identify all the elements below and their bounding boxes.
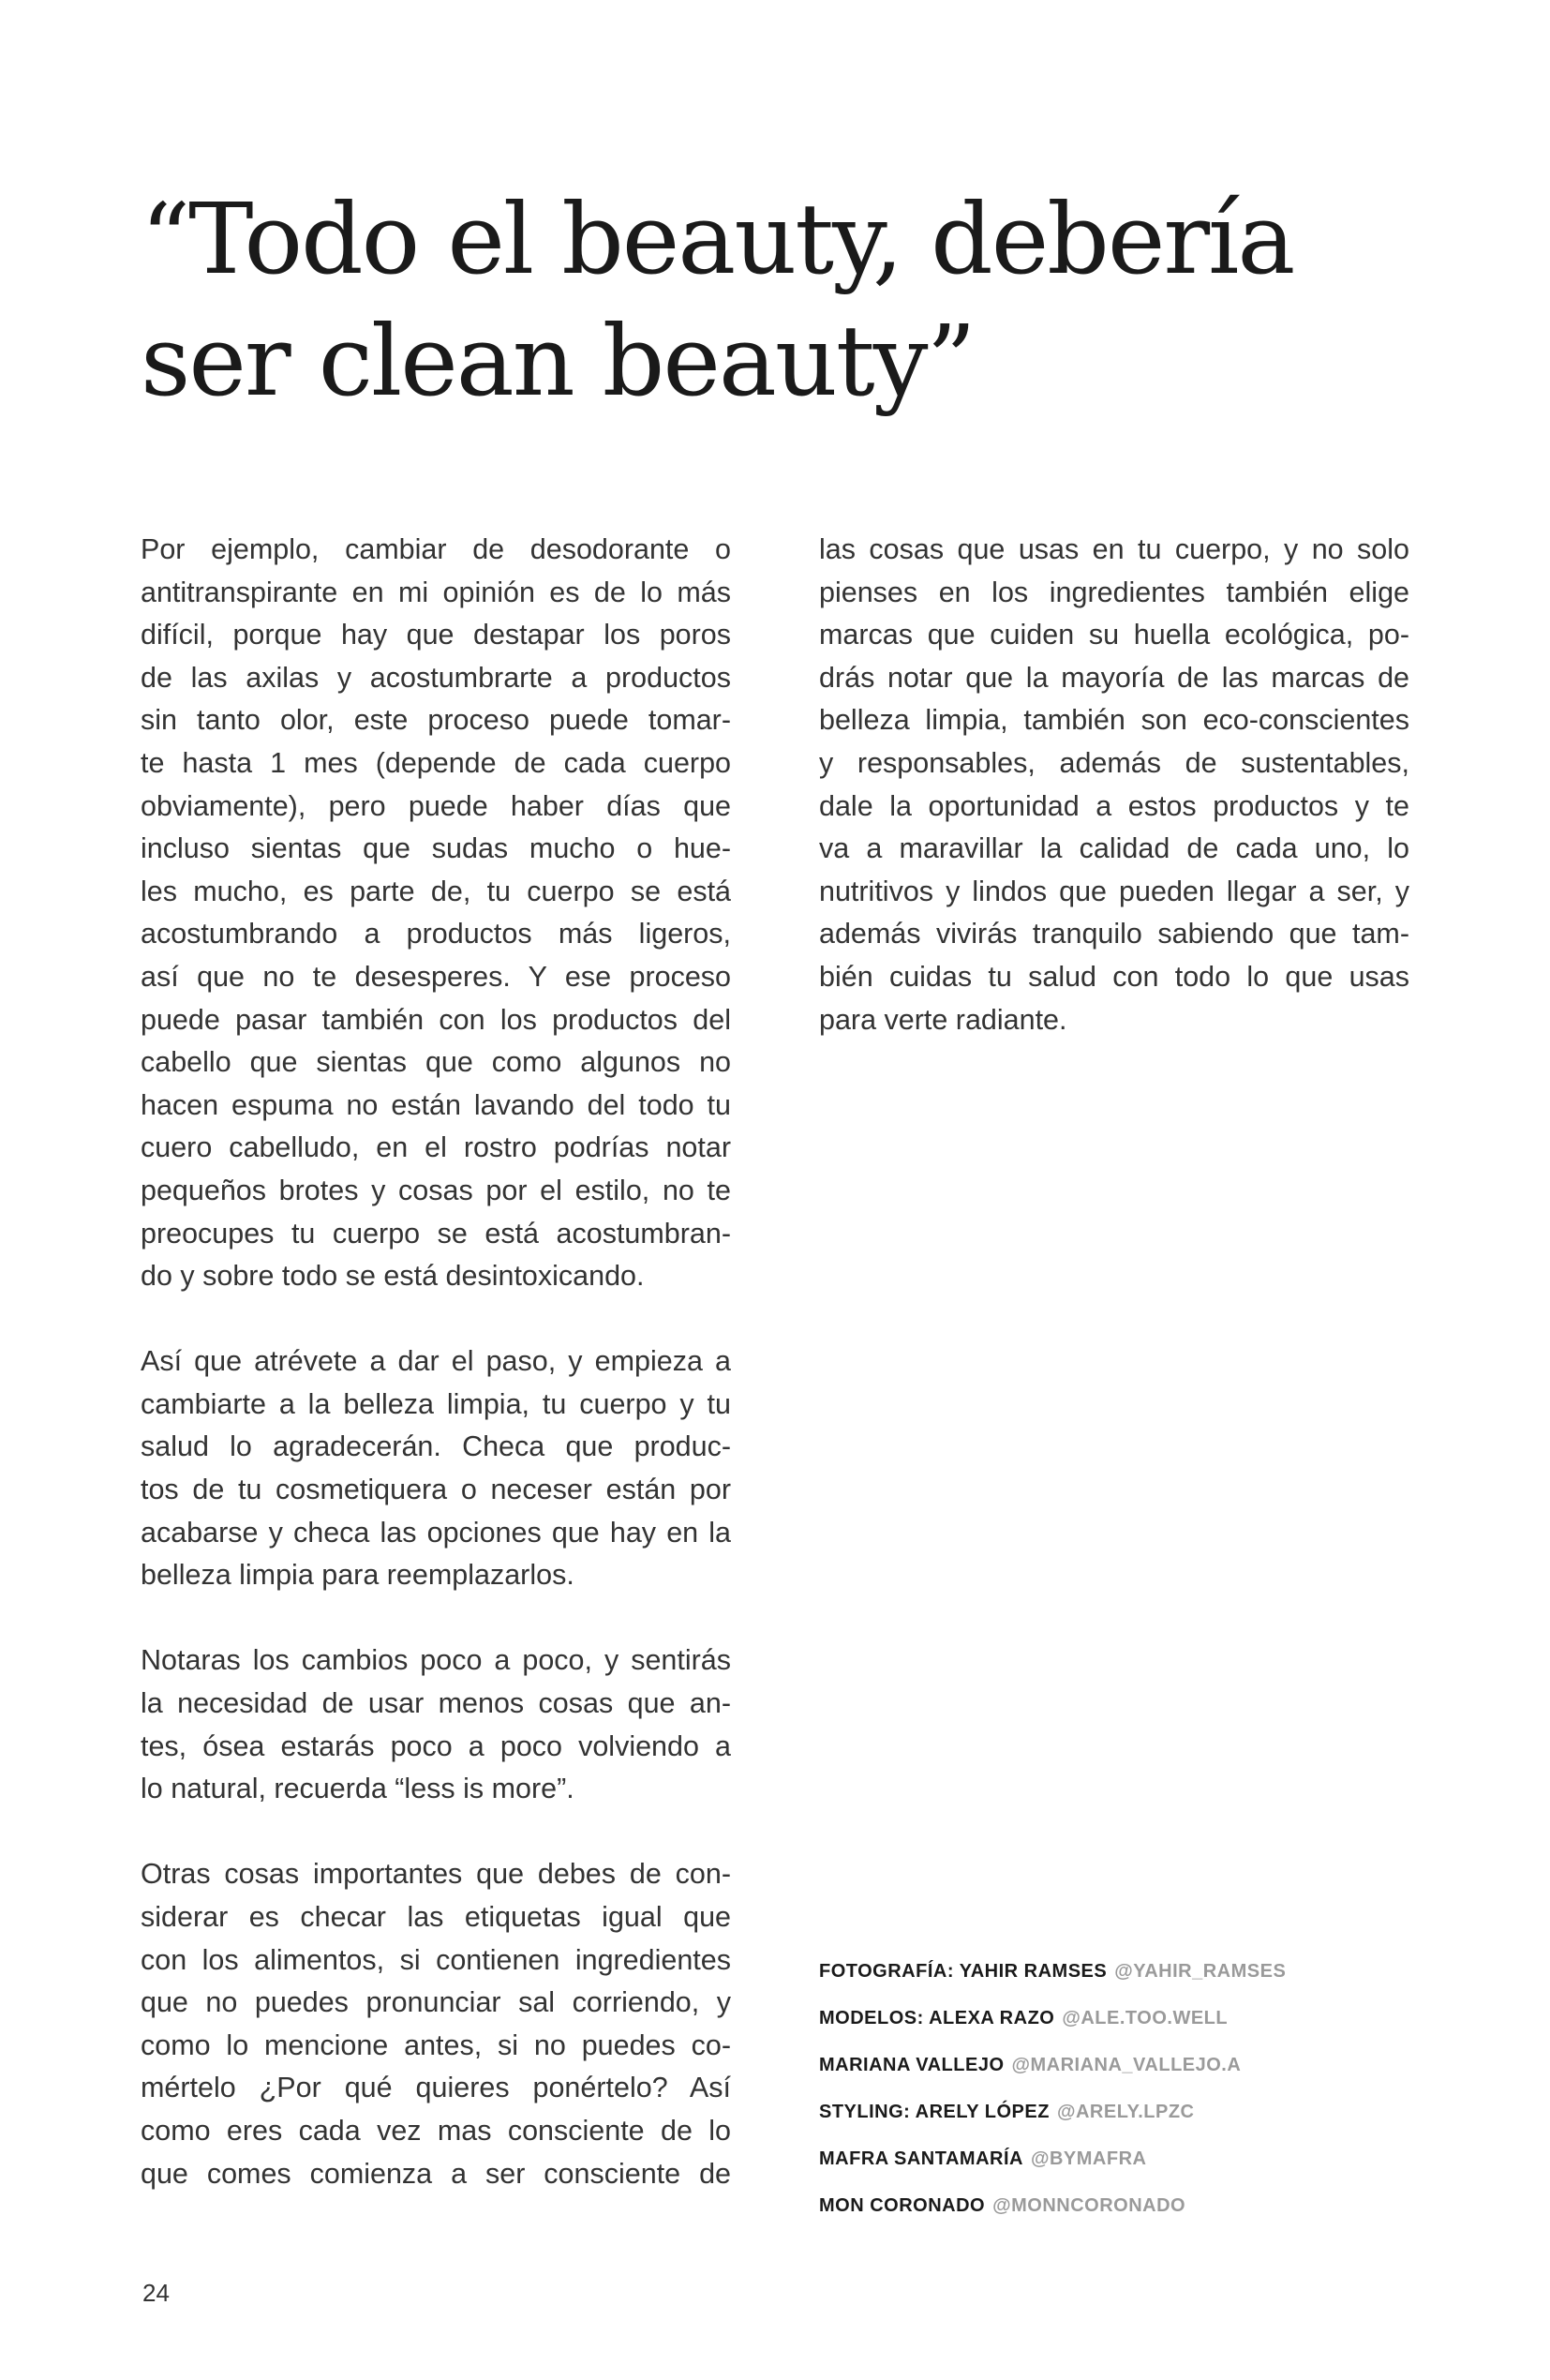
text-line: acabarse y checa las opciones que hay en la (141, 1516, 731, 1549)
credit-handle: @MARIANA_VALLEJO.A (1011, 2055, 1242, 2075)
photo-credits (819, 1948, 1475, 2229)
text-line: acostumbrando a productos más ligeros, (141, 918, 731, 951)
body-paragraph (141, 1639, 731, 1810)
text-line: para verte radiante. (819, 1003, 1067, 1036)
text-line: así que no te desesperes. Y ese proceso (141, 960, 731, 993)
article-headline (141, 178, 1434, 422)
text-line: Otras cosas importantes que debes de con- (141, 1858, 731, 1891)
body-paragraph (819, 529, 1409, 1041)
credit-row (819, 2088, 1475, 2135)
text-line: y responsables, además de sustentables, (819, 746, 1409, 779)
text-line: va a maravillar la calidad de cada uno, lo (819, 832, 1409, 865)
text-line: las cosas que usas en tu cuerpo, y no solo (819, 533, 1409, 565)
credit-handle: @BYMAFRA (1030, 2148, 1147, 2169)
credit-handle: @MONNCORONADO (992, 2195, 1186, 2216)
text-line: Por ejemplo, cambiar de desodorante o (141, 533, 731, 565)
text-line: difícil, porque hay que destapar los poros (141, 619, 731, 651)
text-line: mértelo ¿Por qué quieres ponértelo? Así (141, 2072, 731, 2104)
body-paragraph (141, 529, 731, 1298)
body-paragraph (141, 1340, 731, 1597)
text-line: antitranspirante en mi opinión es de lo más (141, 576, 731, 608)
text-line: preocupes tu cuerpo se está acostumbran- (141, 1217, 731, 1250)
text-line: la necesidad de usar menos cosas que an- (141, 1687, 731, 1720)
headline-line-1: “Todo el beauty, debería (141, 182, 1294, 296)
right-text-column (819, 529, 1409, 1041)
text-line: belleza limpia, también son eco-conscientes (819, 704, 1409, 737)
text-line: lo natural, recuerda “less is more”. (141, 1773, 574, 1805)
text-line: sin tanto olor, este proceso puede tomar- (141, 704, 731, 737)
page-number: 24 (142, 2279, 170, 2307)
text-line: do y sobre todo se está desintoxicando. (141, 1260, 645, 1293)
text-line: que no puedes pronunciar sal corriendo, y (141, 1986, 731, 2019)
credit-name: MARIANA VALLEJO (819, 2055, 1005, 2075)
text-line: como lo mencione antes, si no puedes co- (141, 2028, 731, 2061)
text-line: cabello que sientas que como algunos no (141, 1046, 731, 1079)
body-paragraph (141, 1853, 731, 2195)
text-line: siderar es checar las etiquetas igual que (141, 1901, 731, 1933)
credit-row (819, 2135, 1475, 2182)
text-line: salud lo agradecerán. Checa que produc- (141, 1430, 731, 1463)
text-line: bién cuidas tu salud con todo lo que usas (819, 960, 1409, 993)
credit-name: MON CORONADO (819, 2195, 986, 2216)
credit-handle: @YAHIR_RAMSES (1114, 1961, 1287, 1982)
text-line: dale la oportunidad a estos productos y te (819, 789, 1409, 822)
text-line: además vivirás tranquilo sabiendo que tam- (819, 918, 1409, 951)
credit-name: STYLING: ARELY LÓPEZ (819, 2102, 1050, 2122)
credit-row (819, 2182, 1475, 2229)
credit-name: MAFRA SANTAMARÍA (819, 2148, 1023, 2169)
credit-name: MODELOS: ALEXA RAZO (819, 2008, 1055, 2028)
headline-line-2: ser clean beauty” (141, 304, 975, 418)
text-line: de las axilas y acostumbrarte a productos (141, 661, 731, 694)
text-line: incluso sientas que sudas mucho o hue- (141, 832, 731, 865)
text-line: con los alimentos, si contienen ingredientes (141, 1943, 731, 1976)
text-line: marcas que cuiden su huella ecológica, po- (819, 619, 1409, 651)
left-text-column (141, 529, 731, 2195)
text-line: pienses en los ingredientes también elige (819, 576, 1409, 608)
credit-handle: @ALE.TOO.WELL (1062, 2008, 1229, 2028)
text-line: Así que atrévete a dar el paso, y empieza a (141, 1345, 731, 1378)
credit-row (819, 1995, 1475, 2042)
text-line: tos de tu cosmetiquera o neceser están por (141, 1474, 731, 1506)
text-line: Notaras los cambios poco a poco, y sentirás (141, 1644, 731, 1677)
credit-handle: @ARELY.LPZC (1056, 2102, 1195, 2122)
text-line: drás notar que la mayoría de las marcas de (819, 661, 1409, 694)
credit-name: FOTOGRAFÍA: YAHIR RAMSES (819, 1961, 1108, 1982)
text-line: nutritivos y lindos que pueden llegar a ser, y (819, 875, 1409, 907)
text-line: cambiarte a la belleza limpia, tu cuerpo y tu (141, 1387, 731, 1420)
text-line: que comes comienza a ser consciente de (141, 2157, 731, 2190)
text-line: les mucho, es parte de, tu cuerpo se está (141, 875, 731, 907)
text-line: pequeños brotes y cosas por el estilo, no te (141, 1174, 731, 1206)
credit-row (819, 2042, 1475, 2088)
text-line: hacen espuma no están lavando del todo tu (141, 1088, 731, 1121)
text-line: tes, ósea estarás poco a poco volviendo a (141, 1729, 731, 1762)
text-line: como eres cada vez mas consciente de lo (141, 2114, 731, 2147)
text-line: cuero cabelludo, en el rostro podrías notar (141, 1131, 731, 1164)
text-line: obviamente), pero puede haber días que (141, 789, 731, 822)
text-line: belleza limpia para reemplazarlos. (141, 1559, 574, 1592)
credit-row (819, 1948, 1475, 1995)
text-line: te hasta 1 mes (depende de cada cuerpo (141, 746, 731, 779)
text-line: puede pasar también con los productos del (141, 1003, 731, 1036)
